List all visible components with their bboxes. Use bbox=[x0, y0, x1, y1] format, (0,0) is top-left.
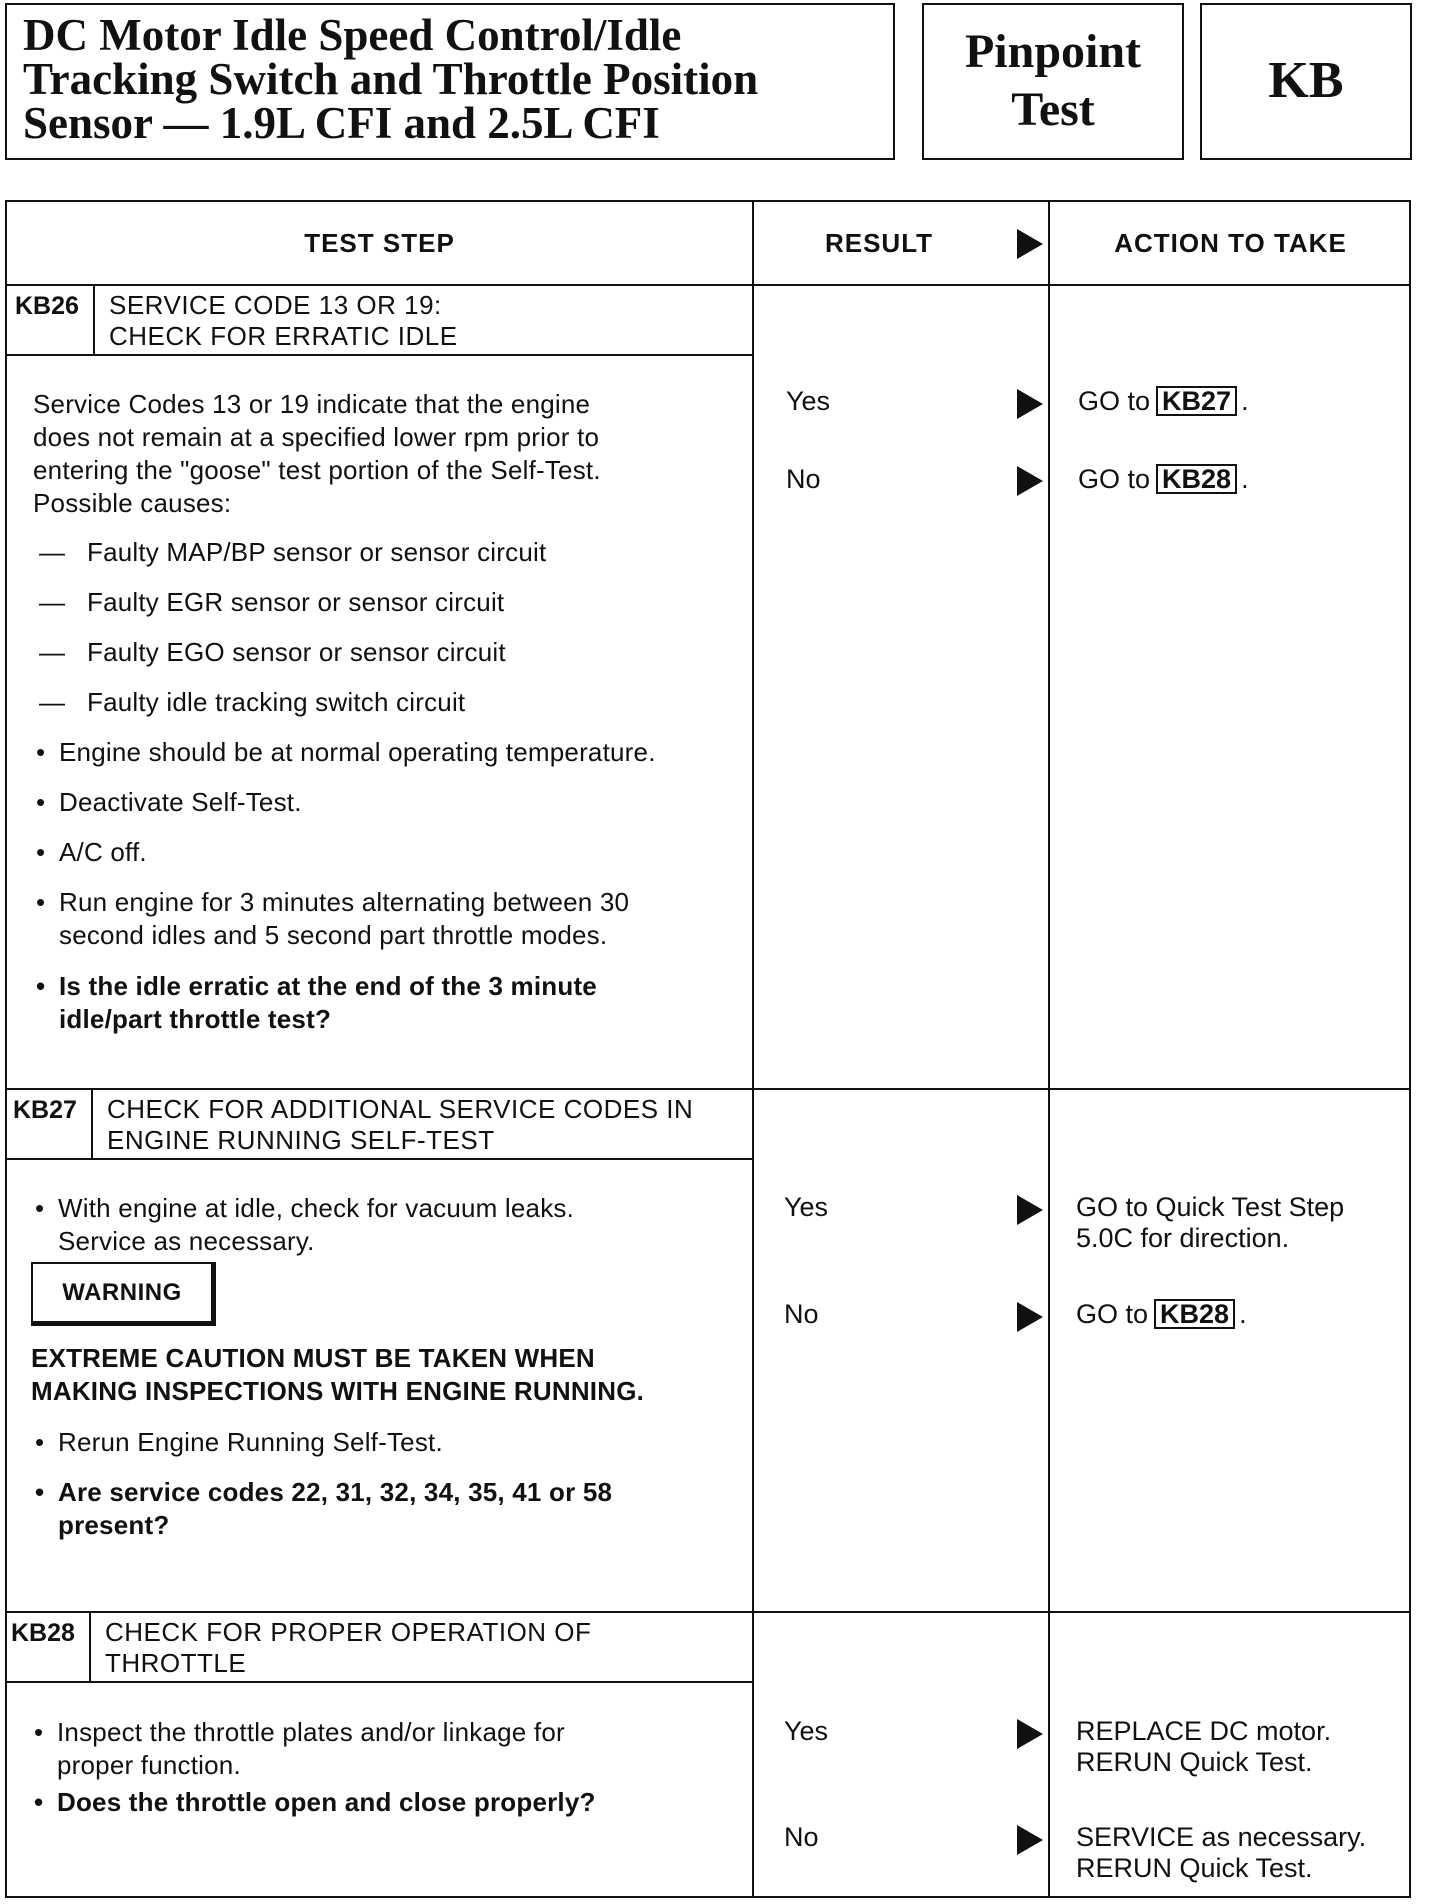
bullet-item: • Engine should be at normal operating temperature. bbox=[59, 736, 656, 769]
action-replace-dc-motor[interactable] bbox=[1076, 1716, 1331, 1778]
step-intro bbox=[33, 388, 601, 520]
arrow-icon bbox=[1017, 1302, 1043, 1332]
action-line: RERUN Quick Test. bbox=[1076, 1853, 1313, 1883]
column-header-result: RESULT bbox=[824, 227, 934, 258]
step-divider bbox=[7, 1088, 1409, 1090]
bullet-item: • Rerun Engine Running Self-Test. bbox=[58, 1426, 443, 1459]
cause-item: Faulty EGO sensor or sensor circuit bbox=[87, 637, 506, 667]
caution-line: MAKING INSPECTIONS WITH ENGINE RUNNING. bbox=[31, 1376, 645, 1406]
result-yes: Yes bbox=[784, 1716, 829, 1746]
cause-dash: — bbox=[39, 587, 66, 617]
warning-label: WARNING bbox=[31, 1262, 216, 1326]
action-line: GO to Quick Test Step bbox=[1076, 1192, 1345, 1222]
step-reference[interactable]: KB27 bbox=[1156, 386, 1237, 416]
header-rule bbox=[7, 284, 1409, 286]
intro-line: Service Codes 13 or 19 indicate that the engine bbox=[33, 389, 591, 419]
step-name bbox=[109, 290, 458, 352]
arrow-icon bbox=[1017, 229, 1043, 259]
step-question bbox=[59, 970, 597, 1036]
bullet-line: • With engine at idle, check for vacuum leaks. bbox=[58, 1193, 575, 1223]
title-line: Sensor — 1.9L CFI and 2.5L CFI bbox=[23, 98, 660, 148]
result-yes: Yes bbox=[784, 1192, 829, 1222]
question-line: • Are service codes 22, 31, 32, 34, 35, 41 or 58 bbox=[58, 1477, 613, 1507]
result-yes: Yes bbox=[786, 386, 831, 416]
arrow-icon bbox=[1017, 466, 1043, 496]
arrow-icon bbox=[1017, 1825, 1043, 1855]
step-name-line: SERVICE CODE 13 OR 19: bbox=[109, 290, 442, 320]
intro-line: Possible causes: bbox=[33, 488, 232, 518]
caution-line: EXTREME CAUTION MUST BE TAKEN WHEN bbox=[31, 1343, 595, 1373]
question-line: present? bbox=[58, 1510, 170, 1540]
step-name-line: CHECK FOR ADDITIONAL SERVICE CODES IN bbox=[107, 1094, 694, 1124]
step-name-line: CHECK FOR PROPER OPERATION OF bbox=[105, 1617, 592, 1647]
step-header-rule bbox=[7, 354, 752, 356]
action-go-to-kb27[interactable] bbox=[1078, 386, 1249, 417]
step-id: KB26 bbox=[15, 292, 79, 320]
bullet-item bbox=[57, 1716, 565, 1782]
bullet-item: • A/C off. bbox=[59, 836, 147, 869]
action-line: RERUN Quick Test. bbox=[1076, 1747, 1313, 1777]
step-reference[interactable]: KB28 bbox=[1154, 1299, 1235, 1329]
question-line: idle/part throttle test? bbox=[59, 1004, 332, 1034]
step-name-line: ENGINE RUNNING SELF-TEST bbox=[107, 1125, 495, 1155]
bullet-item bbox=[59, 886, 629, 952]
bullet-line: • Inspect the throttle plates and/or linkage for bbox=[57, 1717, 565, 1747]
column-divider bbox=[1048, 202, 1050, 1896]
intro-line: entering the "goose" test portion of the Self-Test. bbox=[33, 455, 601, 485]
pinpoint-table bbox=[5, 200, 1411, 1898]
action-go-to-kb28[interactable] bbox=[1078, 464, 1249, 495]
action-line: SERVICE as necessary. bbox=[1076, 1822, 1367, 1852]
cause-item: Faulty idle tracking switch circuit bbox=[87, 687, 466, 717]
bullet-item bbox=[58, 1192, 574, 1258]
result-no: No bbox=[786, 464, 821, 494]
bullet-line: second idles and 5 second part throttle modes. bbox=[59, 920, 608, 950]
cause-item: Faulty EGR sensor or sensor circuit bbox=[87, 587, 505, 617]
step-header-rule bbox=[7, 1681, 752, 1683]
step-name-line: THROTTLE bbox=[105, 1648, 247, 1678]
question-line: • Is the idle erratic at the end of the 3 minute bbox=[59, 971, 597, 1001]
result-no: No bbox=[784, 1822, 819, 1852]
action-go-to-quick-test[interactable] bbox=[1076, 1192, 1344, 1254]
arrow-icon bbox=[1017, 389, 1043, 419]
page-title bbox=[23, 10, 883, 148]
cause-dash: — bbox=[39, 637, 66, 667]
step-name bbox=[107, 1094, 693, 1156]
action-text: GO to bbox=[1078, 464, 1151, 494]
cause-dash: — bbox=[39, 687, 66, 717]
step-name-line: CHECK FOR ERRATIC IDLE bbox=[109, 321, 458, 351]
title-line: Tracking Switch and Throttle Position bbox=[23, 54, 759, 104]
action-line: 5.0C for direction. bbox=[1076, 1223, 1290, 1253]
action-line: REPLACE DC motor. bbox=[1076, 1716, 1332, 1746]
action-text: . bbox=[1241, 386, 1249, 416]
arrow-icon bbox=[1017, 1719, 1043, 1749]
column-divider bbox=[752, 202, 754, 1896]
action-text: GO to bbox=[1076, 1299, 1149, 1329]
step-question: • Does the throttle open and close properly? bbox=[57, 1786, 596, 1819]
test-label: Test bbox=[1011, 83, 1095, 136]
caution-text bbox=[31, 1342, 644, 1408]
cause-dash: — bbox=[39, 537, 66, 567]
pinpoint-label: Pinpoint bbox=[964, 25, 1142, 78]
step-id: KB28 bbox=[11, 1619, 75, 1647]
title-line: DC Motor Idle Speed Control/Idle bbox=[23, 10, 682, 60]
action-text: GO to bbox=[1078, 386, 1151, 416]
bullet-line: proper function. bbox=[57, 1750, 241, 1780]
action-go-to-kb28[interactable] bbox=[1076, 1299, 1247, 1330]
test-code-box bbox=[1200, 3, 1412, 160]
title-box bbox=[5, 3, 895, 160]
result-no: No bbox=[784, 1299, 819, 1329]
cause-item: Faulty MAP/BP sensor or sensor circuit bbox=[87, 537, 547, 567]
step-reference[interactable]: KB28 bbox=[1156, 464, 1237, 494]
action-text: . bbox=[1241, 464, 1249, 494]
column-header-action: ACTION TO TAKE bbox=[1114, 227, 1347, 258]
action-service-as-necessary[interactable] bbox=[1076, 1822, 1366, 1884]
bullet-item: • Deactivate Self-Test. bbox=[59, 786, 302, 819]
intro-line: does not remain at a specified lower rpm prior to bbox=[33, 422, 600, 452]
pinpoint-test-box bbox=[922, 3, 1184, 160]
step-divider bbox=[7, 1611, 1409, 1613]
step-name bbox=[105, 1617, 591, 1679]
step-question bbox=[58, 1476, 612, 1542]
step-header-rule bbox=[7, 1158, 752, 1160]
arrow-icon bbox=[1017, 1195, 1043, 1225]
step-id: KB27 bbox=[13, 1096, 77, 1124]
bullet-line: Service as necessary. bbox=[58, 1226, 315, 1256]
column-header-test-step: TEST STEP bbox=[304, 227, 455, 258]
test-code: KB bbox=[1268, 52, 1344, 109]
action-text: . bbox=[1239, 1299, 1247, 1329]
bullet-line: • Run engine for 3 minutes alternating between 30 bbox=[59, 887, 630, 917]
